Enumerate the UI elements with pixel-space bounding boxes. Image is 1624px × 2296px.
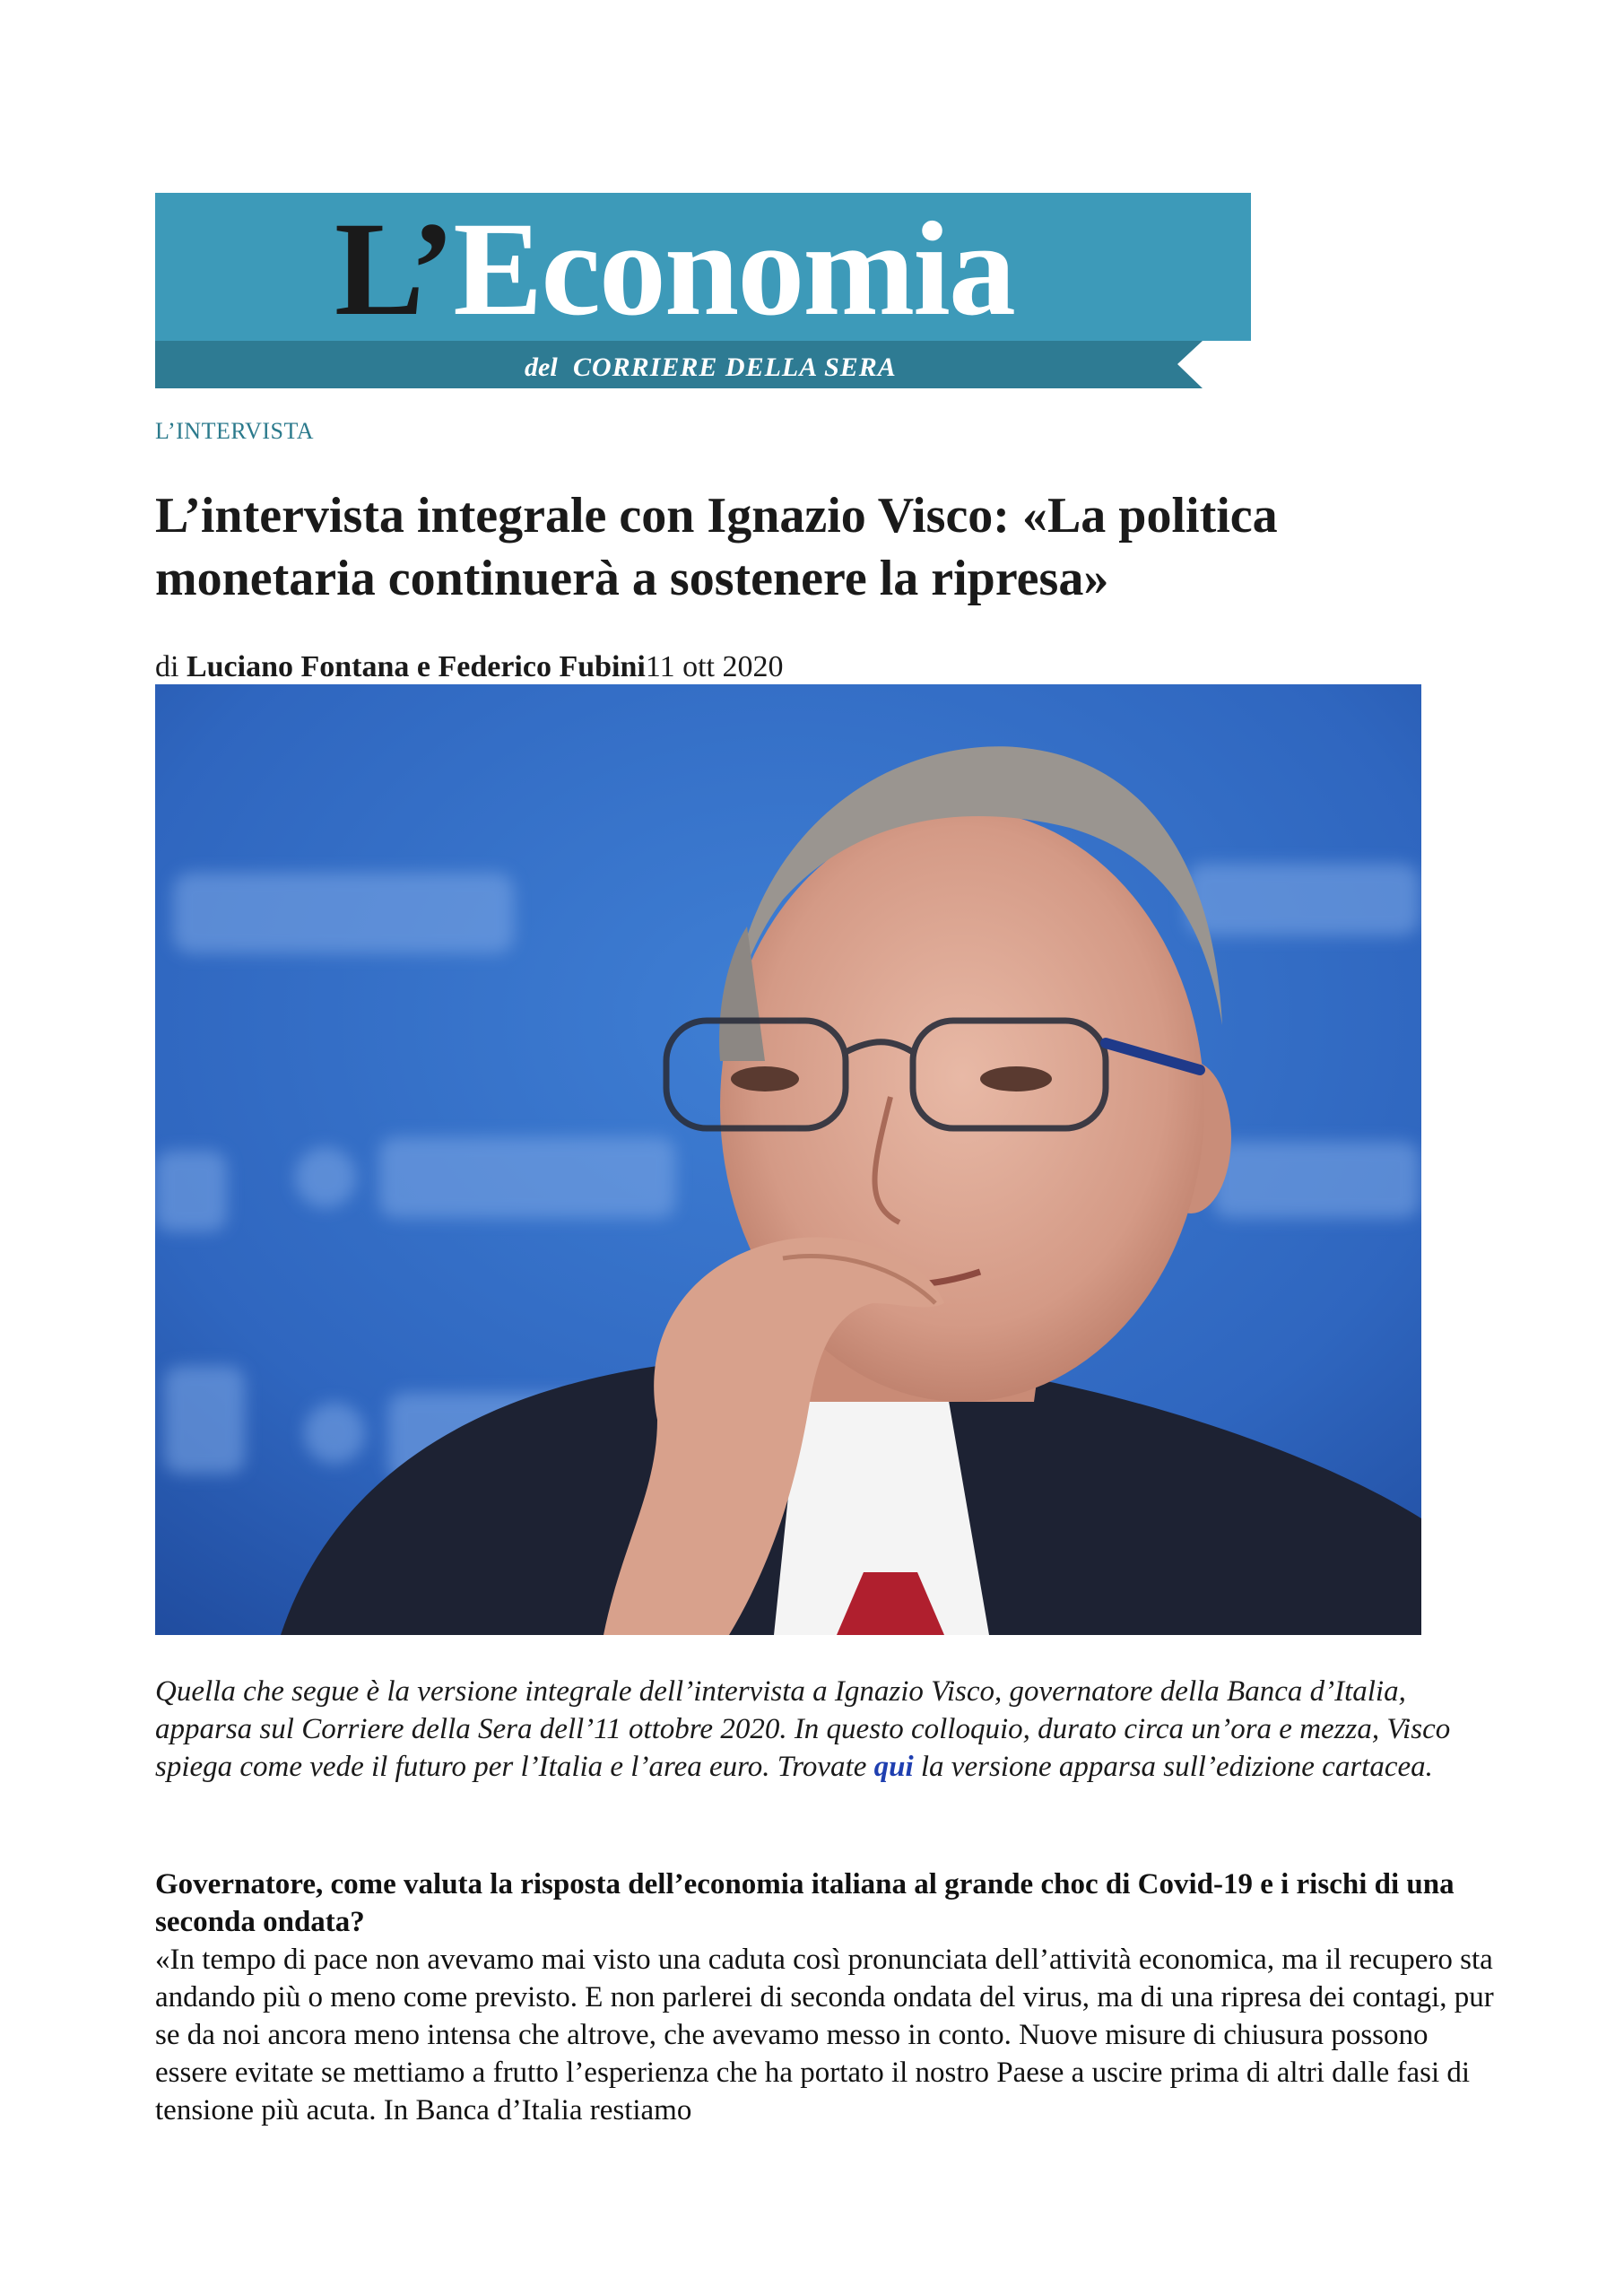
byline-authors[interactable]: Luciano Fontana e Federico Fubini bbox=[186, 650, 646, 683]
masthead-logo[interactable] bbox=[155, 193, 1251, 388]
intro-text: Quella che segue è la versione integrale dell’intervista a Ignazio Visco, governatore della Banca d’Italia, apparsa sul Corriere della Sera dell’11 ottobre 2020. In questo colloquio, durato circa un’ora e mezza, Visco spiega come vede il futuro per l’Italia e l’area euro. Trovate bbox=[155, 1675, 1451, 1783]
intro-text-end: la versione apparsa sull’edizione cartacea. bbox=[920, 1751, 1433, 1783]
svg-text:CORRIERE DELLA SERA: CORRIERE DELLA SERA bbox=[573, 352, 897, 382]
byline bbox=[155, 648, 784, 687]
article-intro bbox=[155, 1673, 1491, 1786]
article-photo bbox=[155, 684, 1421, 1635]
byline-prefix: di bbox=[155, 650, 179, 683]
article-title: L’intervista integrale con Ignazio Visco: «La politica monetaria continuerà a sostenere la ripresa» bbox=[155, 488, 1278, 606]
byline-date: 11 ott 2020 bbox=[645, 650, 784, 683]
svg-text:L’Economia: L’Economia bbox=[334, 195, 1014, 344]
interview-answer: «In tempo di pace non avevamo mai visto una caduta così pronunciata dell’attività economica, ma il recupero sta andando più o meno come previsto. E non parlerei di seconda ondata del virus, ma di una ripresa dei contagi, pur se da noi ancora meno intensa che altrove, che avevamo messo in conto. Nuove misure di chiusura possono essere evitate se mettiamo a frutto l’esperienza che ha portato il nostro Paese a uscire prima di altri dalle fasi di tensione più acuta. In Banca d’Italia restiamo bbox=[155, 1944, 1494, 2126]
svg-text:del: del bbox=[525, 352, 558, 382]
intro-link-qui[interactable]: qui bbox=[873, 1751, 914, 1783]
section-label[interactable]: L’INTERVISTA bbox=[155, 418, 315, 444]
interview-question: Governatore, come valuta la risposta dell’economia italiana al grande choc di Covid-19 e i rischi di una seconda ondata? bbox=[155, 1868, 1455, 1938]
